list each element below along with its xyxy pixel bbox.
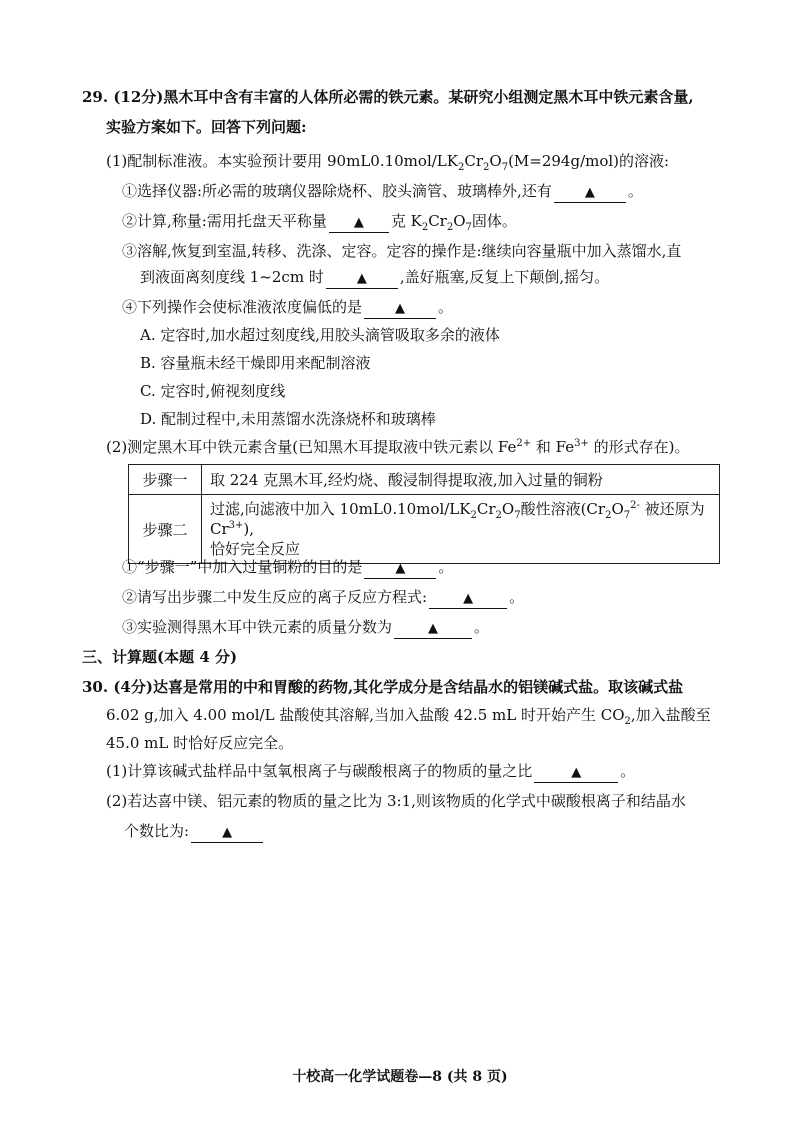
q29-header: 29. (12分)黑木耳中含有丰富的人体所必需的铁元素。某研究小组测定黑木耳中铁元素含量, — [82, 88, 694, 106]
answer-blank-1[interactable] — [554, 182, 626, 203]
formula-cr: Cr — [464, 152, 483, 170]
table-row — [129, 495, 720, 564]
q30-sub2b — [124, 820, 265, 843]
answer-blank-6[interactable] — [429, 588, 507, 609]
step2-label: 步骤二 — [129, 495, 202, 564]
q30-line3: 45.0 mL 时恰好反应完全。 — [106, 734, 294, 752]
sub-o7: 7 — [514, 510, 521, 521]
formula-o: O — [611, 500, 624, 518]
q29-s3b — [140, 266, 609, 289]
option-b[interactable]: B. 容量瓶未经干燥即用来配制溶液 — [140, 354, 371, 372]
q29-r2 — [122, 586, 524, 609]
step1-text: 取 224 克黑木耳,经灼烧、酸浸制得提取液,加入过量的铜粉 — [202, 465, 720, 495]
answer-blank-2[interactable] — [329, 212, 389, 233]
step2-c: 被还原为Cr — [210, 500, 705, 538]
q29-s2 — [122, 210, 517, 233]
step2-text2: 恰好完全反应 — [210, 540, 301, 558]
sup-fe3: 3+ — [574, 438, 589, 449]
step2-a: 过滤,向滤液中加入 10mL0.10mol/LK — [210, 500, 471, 518]
r2-end: 。 — [509, 588, 525, 606]
q29-r3 — [122, 616, 489, 639]
part2-mid: 和 Fe — [531, 438, 575, 456]
part2-end: 的形式存在)。 — [588, 438, 690, 456]
step1-label: 步骤一 — [129, 465, 202, 495]
part1-text: (1)配制标准液。本实验预计要用 90mL0.10mol/LK — [106, 152, 458, 170]
triangle-icon: ▲ — [395, 561, 406, 576]
q29-header-cont: 实验方案如下。回答下列问题: — [106, 118, 307, 136]
r3-end: 。 — [474, 618, 490, 636]
sub2b-text: 个数比为: — [124, 822, 190, 840]
answer-blank-9[interactable] — [191, 822, 263, 843]
q29-s3: ③溶解,恢复到室温,转移、洗涤、定容。定容的操作是:继续向容量瓶中加入蒸馏水,直 — [122, 242, 682, 260]
sub-o7: 7 — [465, 222, 472, 233]
s2-text: ②计算,称量:需用托盘天平称量 — [122, 212, 327, 230]
answer-blank-7[interactable] — [394, 618, 472, 639]
step2-b: 酸性溶液(Cr — [520, 500, 606, 518]
triangle-icon: ▲ — [353, 215, 364, 230]
q29-s4 — [122, 296, 453, 319]
sub1-text: (1)计算该碱式盐样品中氢氧根离子与碳酸根离子的物质的量之比 — [106, 762, 533, 780]
sub-k2: 2 — [470, 510, 477, 521]
answer-blank-3[interactable] — [326, 268, 398, 289]
s4-end: 。 — [438, 298, 454, 316]
s3b-end: ,盖好瓶塞,反复上下颠倒,摇匀。 — [399, 268, 610, 286]
formula-cr: Cr — [428, 212, 447, 230]
r1-text: ①“步骤一”中加入过量铜粉的目的是 — [122, 558, 363, 576]
sub-o7: 7 — [501, 162, 509, 173]
r3-text: ③实验测得黑木耳中铁元素的质量分数为 — [122, 618, 393, 636]
sub-co2: 2 — [624, 716, 631, 727]
s2-end2: 固体。 — [471, 212, 517, 230]
q30-line2 — [106, 704, 711, 726]
sub-k2: 2 — [457, 162, 465, 173]
q29-part1 — [106, 150, 669, 172]
sub-k2: 2 — [421, 222, 429, 233]
answer-blank-4[interactable] — [364, 298, 436, 319]
sub-cr2: 2 — [495, 510, 502, 521]
sub-cr2: 2 — [605, 510, 612, 521]
sup-fe2: 2+ — [516, 438, 532, 449]
q30-line2a: 6.02 g,加入 4.00 mol/L 盐酸使其溶解,当加入盐酸 42.5 mL 时开始产生 CO — [106, 706, 625, 724]
s1-end: 。 — [627, 182, 643, 200]
s2-end: 克 K — [390, 212, 422, 230]
step2-d: ), — [243, 520, 255, 538]
part2-text: (2)测定黑木耳中铁元素含量(已知黑木耳提取液中铁元素以 Fe — [106, 438, 517, 456]
triangle-icon: ▲ — [571, 765, 582, 780]
q30-sub1 — [106, 760, 635, 783]
triangle-icon: ▲ — [356, 271, 367, 286]
s3b-text: 到液面离刻度线 1~2cm 时 — [140, 268, 324, 286]
step2-text — [202, 495, 720, 564]
sup-charge: 2- — [630, 500, 640, 511]
q29-part2 — [106, 436, 689, 458]
s1-text: ①选择仪器:所必需的玻璃仪器除烧杯、胶头滴管、玻璃棒外,还有 — [122, 182, 552, 200]
option-c[interactable]: C. 定容时,俯视刻度线 — [140, 382, 286, 400]
sub1-end: 。 — [620, 762, 636, 780]
q29-s1 — [122, 180, 643, 203]
formula-o: O — [453, 212, 466, 230]
r1-end: 。 — [438, 558, 454, 576]
q29-r1 — [122, 556, 453, 579]
q30-line1: 30. (4分)达喜是常用的中和胃酸的药物,其化学成分是含结晶水的铝镁碱式盐。取该碱式盐 — [82, 678, 684, 696]
page-footer: 十校高一化学试题卷—8 (共 8 页) — [292, 1069, 508, 1085]
triangle-icon: ▲ — [428, 621, 439, 636]
answer-blank-5[interactable] — [364, 558, 436, 579]
q30-line2b: ,加入盐酸至 — [630, 706, 711, 724]
sub-o7: 7 — [623, 510, 631, 521]
triangle-icon: ▲ — [395, 301, 406, 316]
sub-cr2: 2 — [483, 162, 490, 173]
answer-blank-8[interactable] — [534, 762, 618, 783]
triangle-icon: ▲ — [463, 591, 474, 606]
triangle-icon: ▲ — [222, 825, 233, 840]
formula-cr: Cr — [476, 500, 496, 518]
formula-o: O — [501, 500, 515, 518]
section-3-title: 三、计算题(本题 4 分) — [82, 648, 238, 666]
table-row — [129, 465, 720, 495]
s4-text: ④下列操作会使标准液浓度偏低的是 — [122, 298, 363, 316]
r2-text: ②请写出步骤二中发生反应的离子反应方程式: — [122, 588, 428, 606]
part1-tail: (M=294g/mol)的溶液: — [508, 152, 670, 170]
option-d[interactable]: D. 配制过程中,未用蒸馏水洗涤烧杯和玻璃棒 — [140, 410, 436, 428]
q30-sub2: (2)若达喜中镁、铝元素的物质的量之比为 3:1,则该物质的化学式中碳酸根离子和结晶水 — [106, 792, 686, 810]
triangle-icon: ▲ — [584, 185, 595, 200]
sup-cr3: 3+ — [228, 520, 244, 531]
sub-cr2: 2 — [446, 222, 454, 233]
option-a[interactable]: A. 定容时,加水超过刻度线,用胶头滴管吸取多余的液体 — [140, 326, 500, 344]
steps-table — [128, 464, 720, 564]
formula-o: O — [489, 152, 502, 170]
